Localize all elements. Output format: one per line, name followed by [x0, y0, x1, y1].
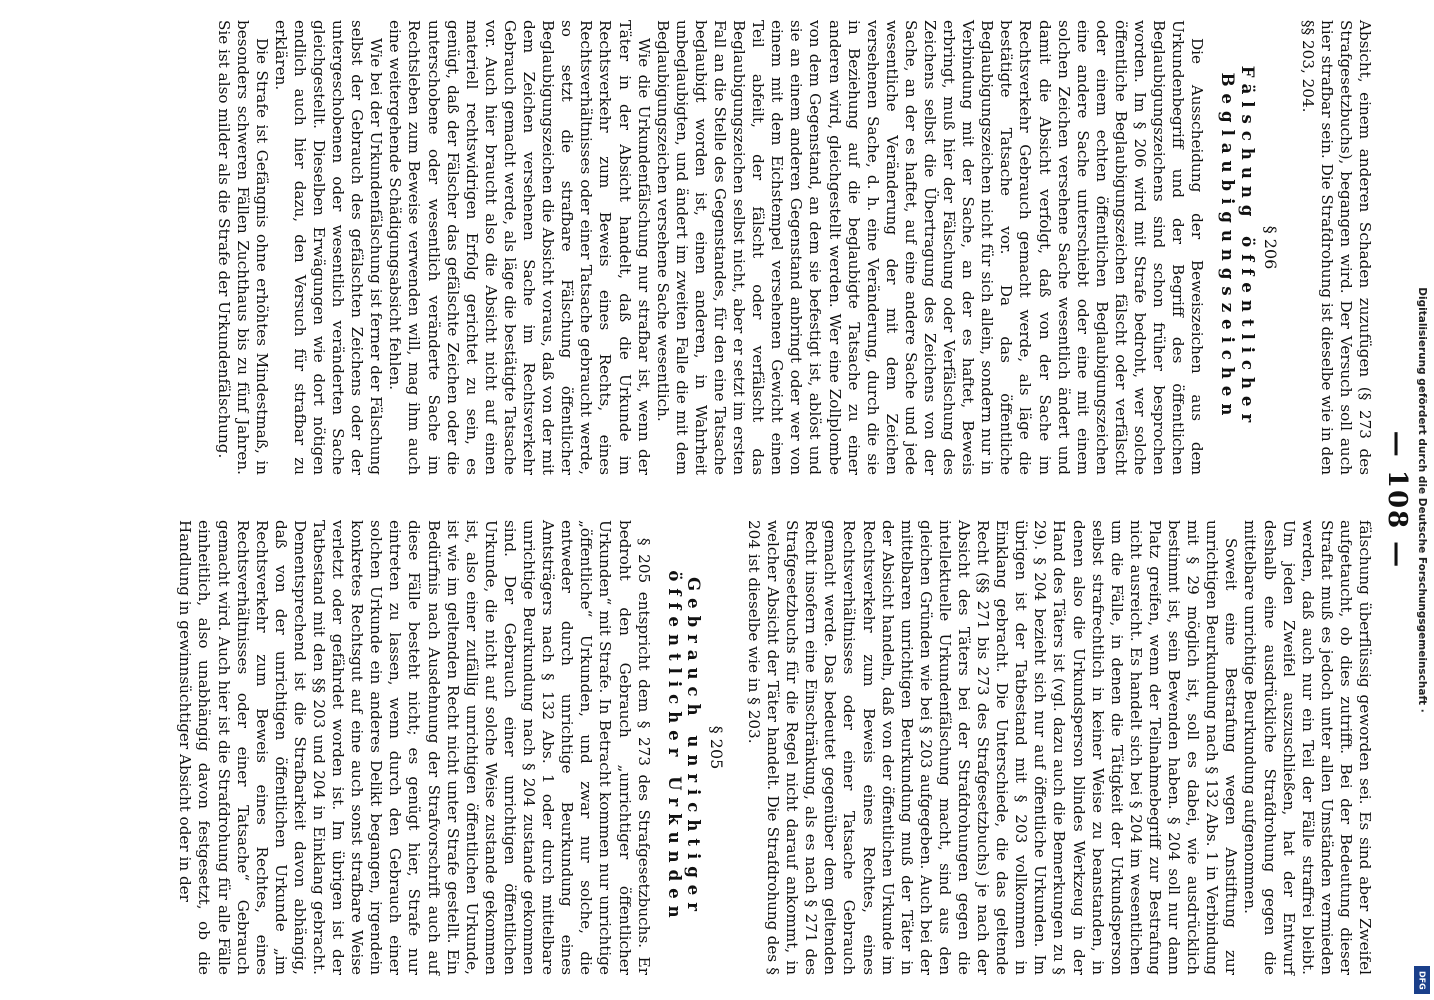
paragraph: Die Ausscheidung der Beweiszeichen aus dem Urkundenbegriff und der Begriff des öffentlichen Beglaubigungszeichens sind schon früher besprochen worden. Im § 206 wird mit Strafe bedroht, wer solche öffentliche Beglaubigungszeichen fälscht oder verfälscht oder einem echten öffentlichen Beglaubigungszeichen eine andere Sache unterschiebt oder eine mit einem solchen Zeichen versehene Sache wesentlich ändert und damit die Absicht verfolgt, daß von der Sache im Rechtsverkehr Gebrauch gemacht werde, als läge die bestätigte Tatsache vor. Da das öffentliche Beglaubigungszeichen nicht für sich allein, sondern nur in Verbindung mit der Sache, an der es haftet, Beweis erbringt, muß hier der Fälschung oder Verfälschung des Zeichens selbst die Übertragung des Zeichens von der Sache, an der es haftet, auf eine andere Sache und jede wesentliche Veränderung der mit dem Zeichen versehenen Sache, d. h. eine Veränderung, durch die sie in Beziehung auf die beglaubigte Tatsache zu einer anderen wird, gleichgestellt werden. Wer eine Zollplombe von dem Gegenstand, an dem sie befestigt ist, ablöst und sie an einem anderen Gegenstand anbringt oder wer von einem mit dem Eichstempel versehenen Gewicht einen Teil abfeilt, der fälscht oder verfälscht das Beglaubigungszeichen selbst nicht, aber er setzt im ersten Fall an die Stelle des Gegenstandes, für den eine Tatsache beglaubigt worden ist, einen anderen, in Wahrheit unbeglaubigten, und ändert im zweiten Falle die mit dem Beglaubigungszeichen versehene Sache wesentlich. — [653, 20, 1207, 475]
left-column — [213, 20, 1374, 475]
section-number: § 206 — [1260, 225, 1280, 270]
right-column — [175, 520, 1374, 975]
section-heading: Gebrauch unrichtiger öffentlicher Urkunden — [664, 570, 703, 925]
digitization-credit — [1410, 0, 1434, 1000]
paragraph: Soweit eine Bestrafung wegen Anstiftung zur unrichtigen Beurkundung nach § 132 Abs. 1 in Verbindung mit § 29 möglich ist, soll es dabei, wie ausdrücklich bestimmt ist, sein Bewenden haben. § 204 soll nur dann Platz greifen, wenn der Teilnahmebegriff zur Bestrafung nicht ausreicht. Es handelt sich bei § 204 im wesentlichen um die Fälle, in denen die Tätigkeit der Urkundsperson selbst strafrechtlich in keiner Weise zu beanstanden, in denen also die Urkundsperson blindes Werkzeug in der Hand des Täters ist (vgl. dazu auch die Bemerkungen zu § 29). § 204 bezieht sich nur auf öffentliche Urkunden. Im übrigen ist der Tatbestand mit § 203 vollkommen in Einklang gebracht. Die Unterschiede, die das geltende Recht (§§ 271 bis 273 des Strafgesetzbuchs) je nach der Absicht des Täters bei der Strafdrohungen gegen die intellektuelle Urkundenfälschung macht, sind aus den gleichen Gründen wie bei § 203 aufgegeben. Auch bei der mittelbaren unrichtigen Beurkundung muß der Täter in der Absicht handeln, daß von der öffentlichen Urkunde im Rechtsverkehr zum Beweis eines Rechtes, eines Rechtsverhältnisses oder einer Tatsache Gebrauch gemacht werde. Das bedeutet gegenüber dem geltenden Recht insofern eine Einschränkung, als es nach § 271 des Strafgesetzbuchs für die Regel nicht darauf ankommt, in welcher Absicht der Täter handelt. Die Strafdrohung des § 204 ist dieselbe wie in § 203. — [745, 520, 1241, 975]
section-heading: Fälschung öffentlicher Beglaubigungszeichen — [1218, 65, 1257, 430]
paragraph: Wie bei der Urkundenfälschung ist ferner der Fälschung selbst der Gebrauch des gefälschten Zeichens oder der untergeschobenen oder wesentlich veränderten Sache gleichgestellt. Dieselben Erwägungen wie dort nötigen endlich auch hier dazu, den Versuch für strafbar zu erklären. — [271, 20, 386, 475]
dfg-logo: DFG — [1414, 966, 1430, 994]
paragraph: § 205 entspricht dem § 273 des Strafgesetzbuchs. Er bedroht den Gebrauch „unrichtiger öffentlicher Urkunden“ mit Strafe. In Betracht kommen nur unrichtige „öffentliche“ Urkunden, und zwar nur solche, die entweder durch unrichtige Beurkundung eines Amtsträgers nach § 132 Abs. 1 oder durch mittelbare unrichtige Beurkundung nach § 204 zustande gekommen sind. Der Gebrauch einer unrichtigen öffentlichen Urkunde, die nicht auf solche Weise zustande gekommen ist, also einer zufällig unrichtigen öffentlichen Urkunde, ist wie im geltenden Recht nicht unter Strafe gestellt. Ein Bedürfnis nach Ausdehnung der Strafvorschrift auch auf diese Fälle besteht nicht; es genügt hier, Strafe nur eintreten zu lassen, wenn durch den Gebrauch einer solchen Urkunde ein anderes Delikt begangen, irgendein konkretes Rechtsgut auf eine auch sonst strafbare Weise verletzt oder gefährdet worden ist. Im übrigen ist der Tatbestand mit den §§ 203 und 204 in Einklang gebracht. Dementsprechend ist die Strafbarkeit davon abhängig, daß von der unrichtigen öffentlichen Urkunde „im Rechtsverkehr zum Beweis eines Rechtes, eines Rechtsverhältnisses oder einer Tatsache“ Gebrauch gemacht wird. Auch hier ist die Strafdrohung für alle Fälle einheitlich, also unabhängig davon festgesetzt, ob die Handlung in gewinnsüchtiger Absicht oder in der — [176, 520, 653, 975]
digitization-credit-text: Digitalisierung gefördert durch die Deutsche Forschungsgemeinschaft · — [1416, 287, 1428, 713]
paragraph: Wie die Urkundenfälschung nur strafbar ist, wenn der Täter in der Absicht handelt, daß die Urkunde im Rechtsverkehr zum Beweis eines Rechts, eines Rechtsverhältnisses oder einer Tatsache gebraucht werde, so setzt die strafbare Fälschung öffentlicher Beglaubigungszeichen die Absicht voraus, daß von der mit dem Zeichen versehenen Sache im Rechtsverkehr Gebrauch gemacht werde, als läge die bestätigte Tatsache vor. Auch hier braucht also die Absicht nicht auf einen materiell rechtswidrigen Erfolg gerichtet zu sein, es genügt, daß der Fälscher das gefälschte Zeichen oder die unterschobene oder wesentlich veränderte Sache im Rechtsleben zum Beweise verwenden will, mag ihm auch eine weitergehende Schädigungsabsicht fehlen. — [386, 20, 653, 475]
section-number: § 205 — [706, 725, 726, 770]
paragraph: fälschung überflüssig geworden sei. Es sind aber Zweifel aufgetaucht, ob dies zutrifft. Bei der Bedeutung dieser Straftat muß es jedoch unter allen Umständen vermieden werden, daß auch nur ein Teil der Fälle straffrei bleibt. Um jeden Zweifel auszuschließen, hat der Entwurf deshalb eine ausdrückliche Strafdrohung gegen die mittelbare unrichtige Beurkundung aufgenommen. — [1241, 520, 1374, 975]
paragraph: Die Strafe ist Gefängnis ohne erhöhtes Mindestmaß, in besonders schweren Fällen Zuchthaus bis zu fünf Jahren. Sie ist also milder als die Strafe der Urkundenfälschung. — [214, 20, 271, 475]
paragraph: Absicht, einem anderen Schaden zuzufügen (§ 273 des Strafgesetzbuchs), begangen wird. Der Versuch soll auch hier strafbar sein. Die Strafdrohung ist dieselbe wie in den §§ 203, 204. — [1298, 20, 1374, 475]
page-number: — 108 — — [1382, 430, 1412, 570]
